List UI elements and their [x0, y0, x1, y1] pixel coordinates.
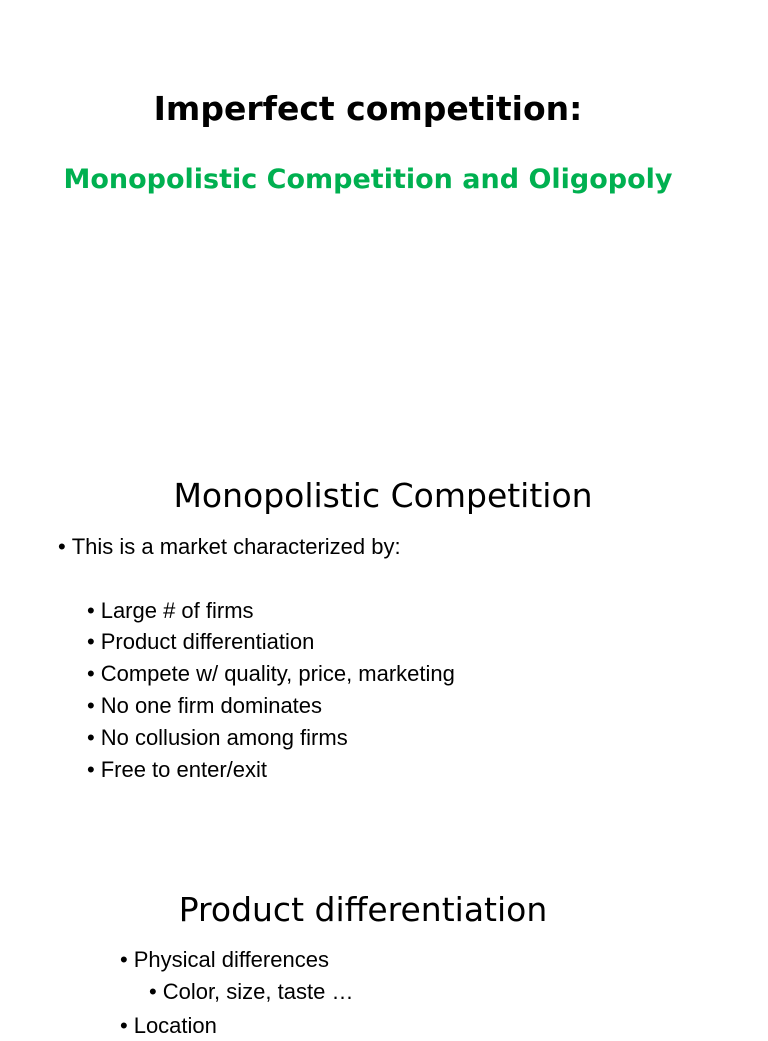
slide-title: Imperfect competition: — [153, 89, 583, 128]
bullet-dot: • — [87, 693, 95, 718]
bullet-dot: • — [87, 757, 95, 782]
bullet-dot: • — [120, 1013, 128, 1038]
bullet-intro: • This is a market characterized by: — [58, 532, 401, 562]
list-item: • Compete w/ quality, price, marketing — [87, 659, 455, 689]
bullet-dot: • — [58, 534, 66, 559]
list-item: • Physical differences — [120, 945, 329, 975]
list-item: • No one firm dominates — [87, 691, 322, 721]
list-item: • Large # of firms — [87, 596, 254, 626]
list-item-sub: • Color, size, taste … — [149, 977, 353, 1007]
list-item: • No collusion among firms — [87, 723, 348, 753]
bullet-dot: • — [87, 725, 95, 750]
bullet-dot: • — [87, 629, 95, 654]
section-heading-product-differentiation: Product differentiation — [178, 890, 548, 929]
bullet-dot: • — [87, 598, 95, 623]
bullet-dot: • — [87, 661, 95, 686]
bullet-dot: • — [149, 979, 157, 1004]
slide-subtitle: Monopolistic Competition and Oligopoly — [63, 164, 673, 195]
list-item: • Location — [120, 1011, 217, 1041]
bullet-dot: • — [120, 947, 128, 972]
list-item: • Product differentiation — [87, 627, 314, 657]
section-heading-monopolistic-competition: Monopolistic Competition — [173, 476, 593, 515]
list-item: • Free to enter/exit — [87, 755, 267, 785]
